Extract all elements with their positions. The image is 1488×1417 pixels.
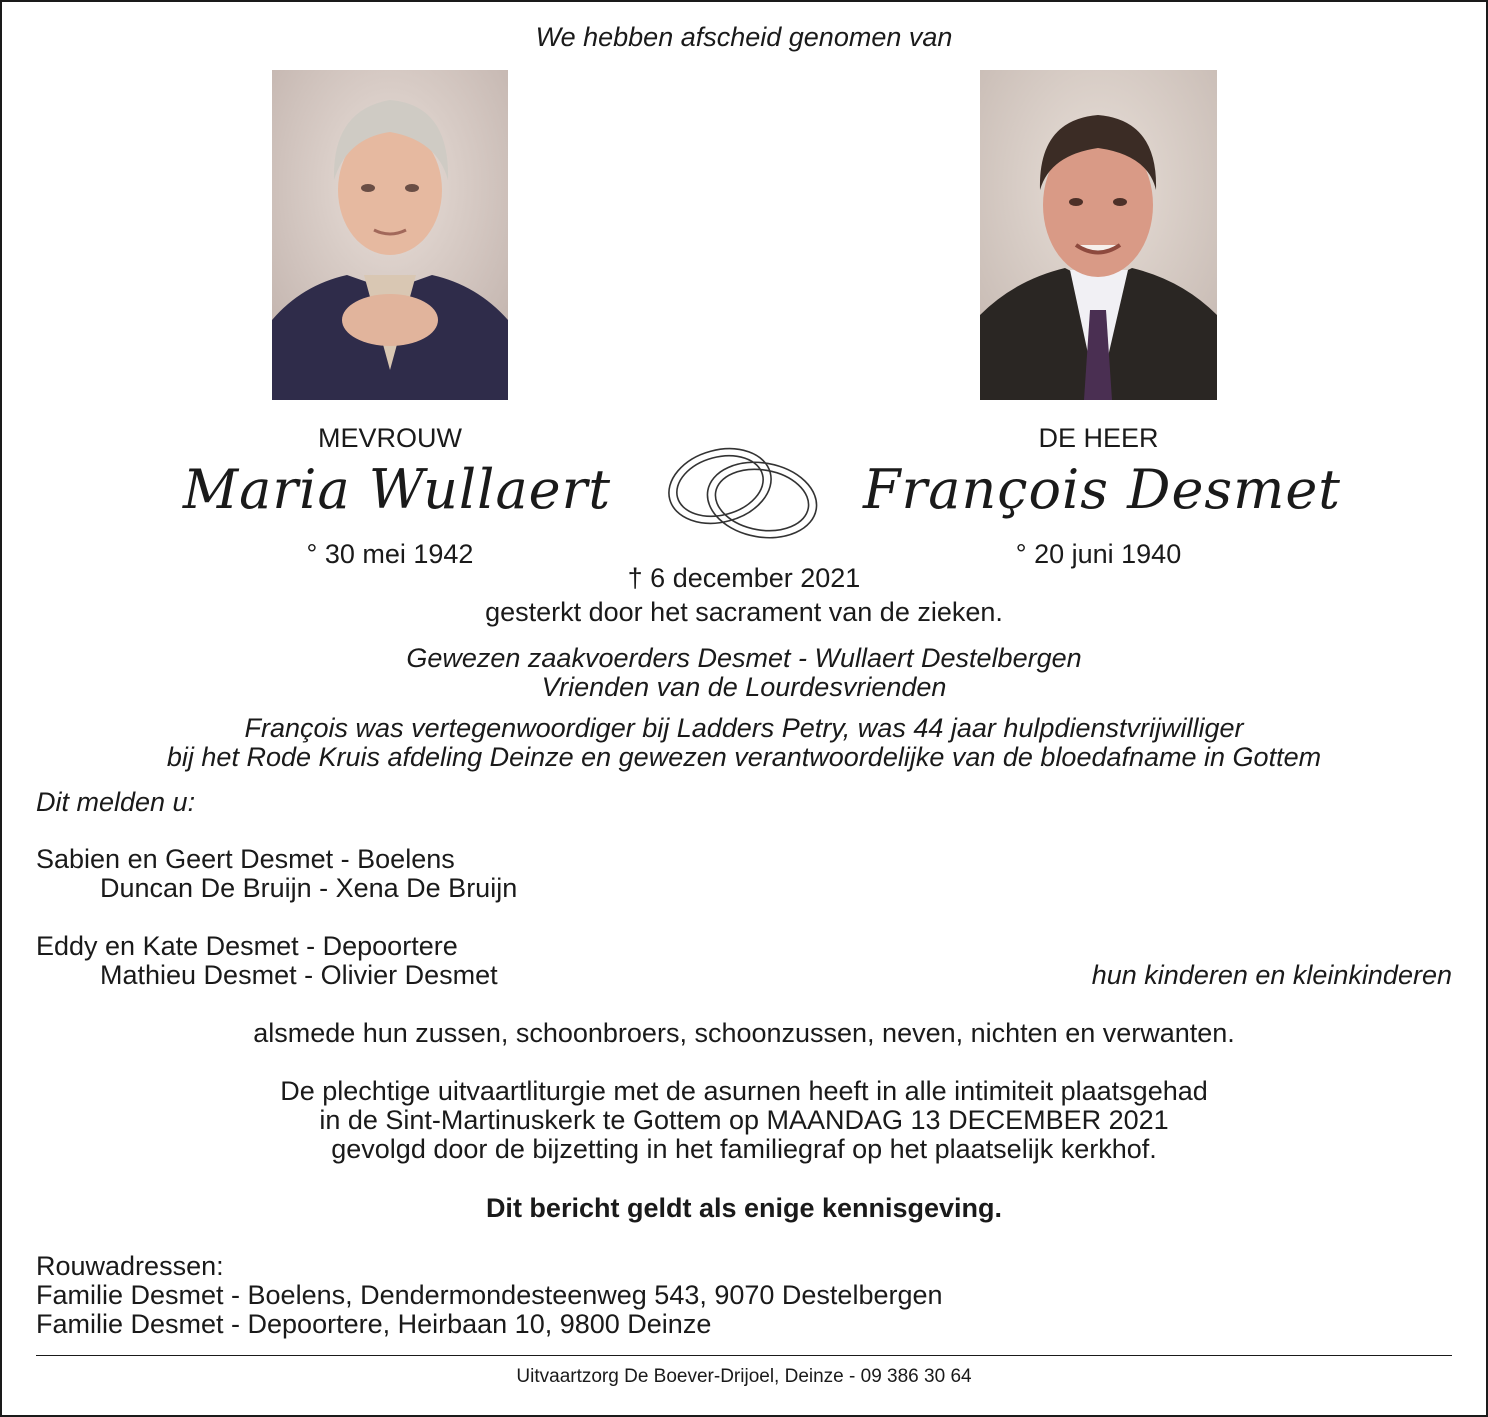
address-line: Familie Desmet - Boelens, Dendermondesteenweg 543, 9070 Destelbergen — [36, 1280, 943, 1310]
family-children: Duncan De Bruijn - Xena De Bruijn — [100, 873, 518, 903]
family-children: Mathieu Desmet - Olivier Desmet — [100, 960, 498, 990]
bio-line: bij het Rode Kruis afdeling Deinze en gewezen verantwoordelijke van de bloedafname in Gottem — [166, 742, 1322, 772]
ceremony-line: gevolgd door de bijzetting in het familiegraf op het plaatselijk kerkhof. — [331, 1134, 1157, 1164]
ceremony-line: De plechtige uitvaartliturgie met de asurnen heeft in alle intimiteit plaatsgehad — [280, 1076, 1208, 1106]
address-line: Familie Desmet - Depoortere, Heirbaan 10, 9800 Deinze — [36, 1309, 712, 1339]
death-date: † 6 december 2021 — [627, 563, 861, 593]
relatives-text: alsmede hun zussen, schoonbroers, schoonzussen, neven, nichten en verwanten. — [253, 1018, 1235, 1048]
announcers-label: Dit melden u: — [36, 787, 196, 817]
left-person-born: ° 30 mei 1942 — [306, 539, 474, 569]
family-role: hun kinderen en kleinkinderen — [1091, 960, 1452, 990]
notice-text: Dit bericht geldt als enige kennisgeving. — [485, 1193, 1003, 1223]
right-person-born: ° 20 juni 1940 — [1015, 539, 1182, 569]
family-parents: Sabien en Geert Desmet - Boelens — [36, 844, 455, 874]
portrait-man-icon — [980, 70, 1217, 400]
left-person-name: Maria Wullaert — [182, 458, 612, 521]
intro-text: We hebben afscheid genomen van — [535, 22, 953, 52]
footer-divider — [36, 1355, 1452, 1356]
portrait-woman-icon — [272, 70, 508, 400]
role-line: Gewezen zaakvoerders Desmet - Wullaert Destelbergen — [406, 643, 1082, 673]
family-parents: Eddy en Kate Desmet - Depoortere — [36, 931, 458, 961]
ceremony-line: in de Sint-Martinuskerk te Gottem op MAANDAG 13 DECEMBER 2021 — [319, 1105, 1169, 1135]
footer-text: Uitvaartzorg De Boever-Drijoel, Deinze - 09 386 30 64 — [516, 1366, 972, 1387]
left-person-title: MEVROUW — [318, 423, 462, 453]
bio-line: François was vertegenwoordiger bij Ladders Petry, was 44 jaar hulpdienstvrijwilliger — [244, 713, 1244, 743]
sacrament-text: gesterkt door het sacrament van de zieken. — [485, 597, 1003, 627]
right-person-title: DE HEER — [1038, 423, 1159, 453]
right-person-name: François Desmet — [863, 458, 1341, 521]
addresses-label: Rouwadressen: — [36, 1251, 224, 1281]
role-line: Vrienden van de Lourdesvrienden — [541, 672, 947, 702]
wedding-rings-icon — [662, 436, 822, 546]
